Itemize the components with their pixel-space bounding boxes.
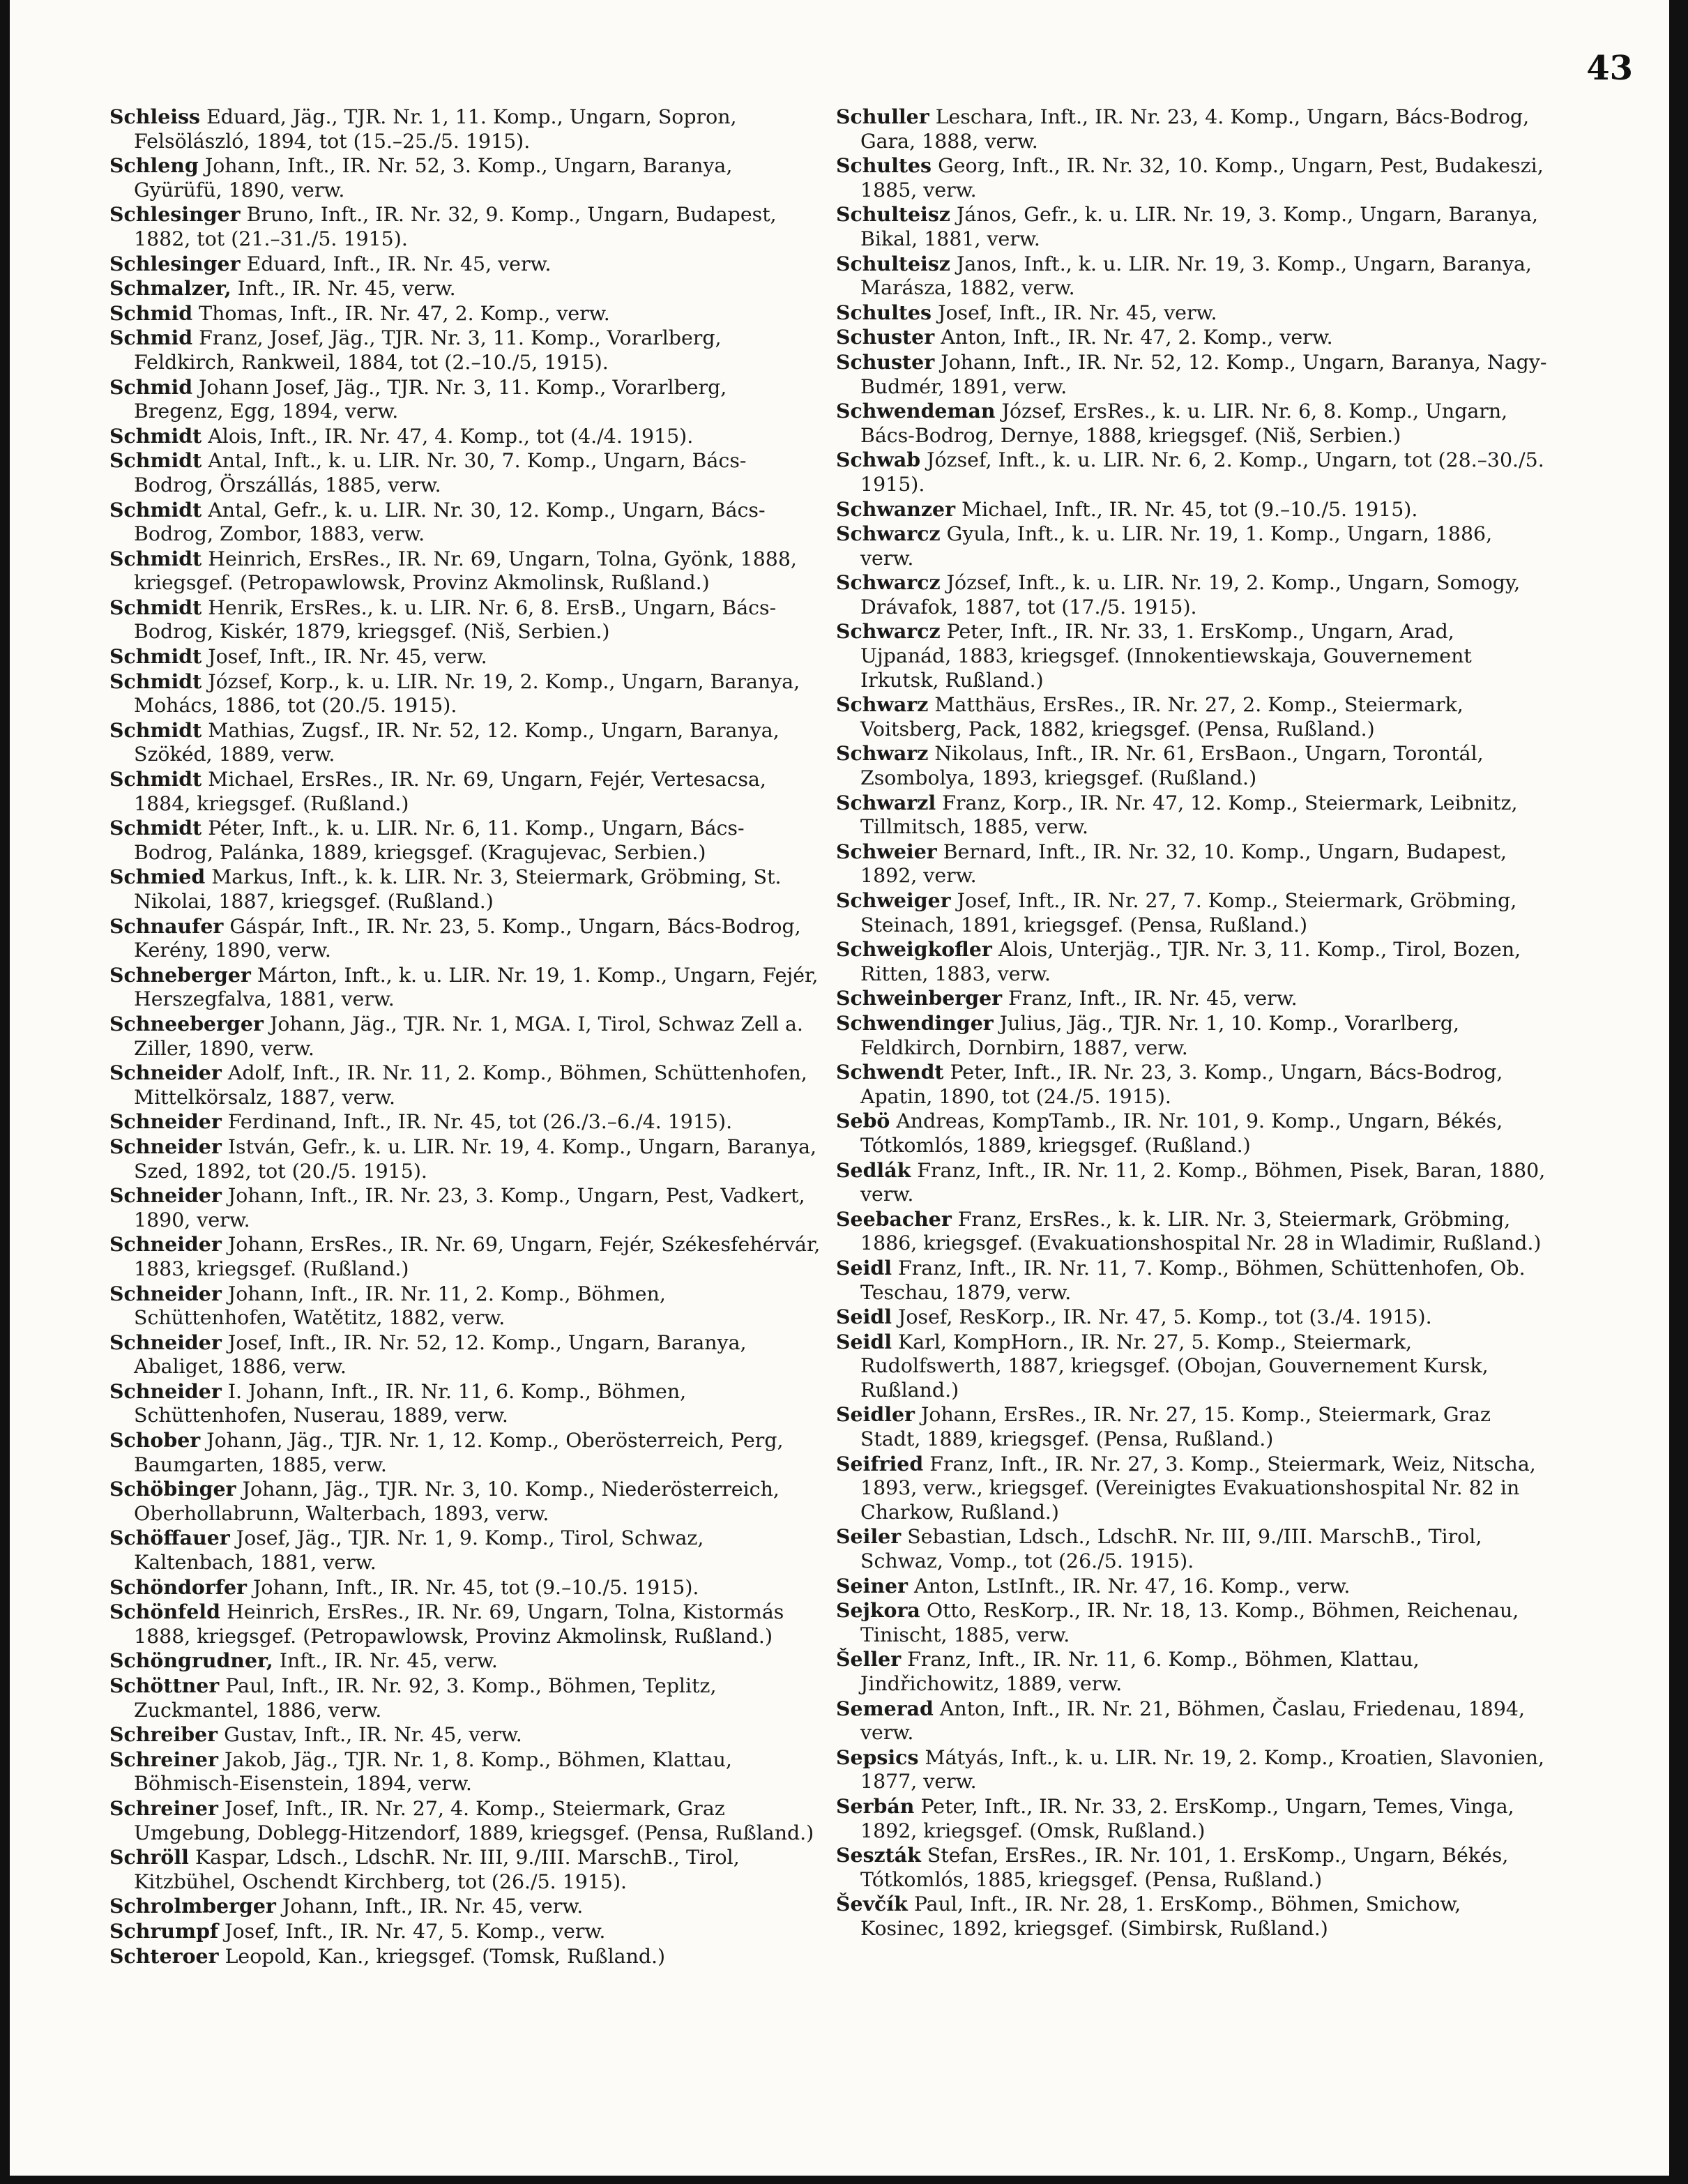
entry-surname: Schmidt: [109, 669, 202, 693]
entry-details: Franz, Inft., IR. Nr. 45, verw.: [1008, 987, 1298, 1010]
entry-surname: Schmidt: [109, 448, 202, 473]
entry-details: Johann, ErsRes., IR. Nr. 27, 15. Komp., Steiermark, Graz Stadt, 1889, kriegsgef. (Pensa, Rußland.): [860, 1403, 1491, 1451]
entry-surname: Schweigkofler: [836, 937, 992, 962]
entry-details: Anton, Inft., IR. Nr. 21, Böhmen, Časlau, Friedenau, 1894, verw.: [860, 1697, 1525, 1745]
entry-details: Thomas, Inft., IR. Nr. 47, 2. Komp., verw.: [199, 301, 610, 325]
entry-details: János, Gefr., k. u. LIR. Nr. 19, 3. Komp., Ungarn, Baranya, Bikal, 1881, verw.: [860, 203, 1538, 250]
register-entry: [109, 301, 821, 326]
entry-surname: Schober: [109, 1428, 201, 1453]
entry-surname: Sedlák: [836, 1158, 911, 1182]
register-entry: [109, 1232, 821, 1281]
entry-surname: Seebacher: [836, 1206, 952, 1231]
entry-surname: Schmidt: [109, 816, 202, 840]
entry-details: Johann, Inft., IR. Nr. 11, 2. Komp., Böhmen, Schüttenhofen, Watětitz, 1882, verw.: [134, 1282, 666, 1330]
entry-details: Johann, Inft., IR. Nr. 23, 3. Komp., Ungarn, Pest, Vadkert, 1890, verw.: [134, 1184, 805, 1231]
register-entry: [109, 1944, 821, 1969]
entry-details: Johann, Inft., IR. Nr. 52, 3. Komp., Ungarn, Baranya, Gyürüfü, 1890, verw.: [134, 154, 733, 202]
register-entry: [109, 1648, 821, 1674]
entry-surname: Schweier: [836, 839, 937, 863]
entry-surname: Seifried: [836, 1451, 924, 1476]
entry-surname: Seidler: [836, 1402, 915, 1427]
register-entry: [109, 1674, 821, 1722]
entry-details: Peter, Inft., IR. Nr. 33, 1. ErsKomp., Ungarn, Arad, Ujpanád, 1883, kriegsgef. (Innokentiewskaja, Gouvernement Irkutsk, Rußland.): [860, 620, 1472, 692]
entry-details: Johann, Inft., IR. Nr. 52, 12. Komp., Ungarn, Baranya, Nagy-Budmér, 1891, verw.: [860, 350, 1547, 398]
entry-surname: Schlesinger: [109, 251, 241, 275]
register-entry: [836, 1207, 1547, 1256]
entry-details: Paul, Inft., IR. Nr. 28, 1. ErsKomp., Böhmen, Smichow, Kosinec, 1892, kriegsgef. (Simbirsk, Rußland.): [860, 1893, 1461, 1940]
entry-details: Franz, Inft., IR. Nr. 11, 2. Komp., Böhmen, Pisek, Baran, 1880, verw.: [860, 1158, 1546, 1206]
entry-details: Johann, Jäg., TJR. Nr. 1, 12. Komp., Oberösterreich, Perg, Baumgarten, 1885, verw.: [134, 1429, 784, 1476]
entry-surname: Sejkora: [836, 1598, 920, 1623]
register-entry: [109, 1012, 821, 1061]
register-entry: [109, 1183, 821, 1232]
register-entry: [836, 1158, 1547, 1207]
register-entry: [109, 1109, 821, 1135]
entry-details: Otto, ResKorp., IR. Nr. 18, 13. Komp., Böhmen, Reichenau, Tinischt, 1885, verw.: [860, 1599, 1519, 1646]
register-entry: [836, 1892, 1547, 1941]
entry-details: Josef, Jäg., TJR. Nr. 1, 9. Komp., Tirol, Schwaz, Kaltenbach, 1881, verw.: [134, 1526, 704, 1575]
entry-surname: Schreiber: [109, 1722, 218, 1747]
register-entry: [109, 375, 821, 424]
entry-surname: Schultes: [836, 300, 932, 324]
register-entry: [836, 399, 1547, 448]
entry-details: Georg, Inft., IR. Nr. 32, 10. Komp., Ungarn, Pest, Budakeszi, 1885, verw.: [860, 154, 1544, 202]
entry-surname: Schwendinger: [836, 1010, 994, 1035]
register-entry: [109, 424, 821, 449]
entry-surname: Schmidt: [109, 497, 202, 522]
entry-details: József, Inft., k. u. LIR. Nr. 19, 2. Komp., Ungarn, Somogy, Drávafok, 1887, tot (17./5. 1915).: [860, 571, 1521, 619]
register-entry: [836, 937, 1547, 986]
entry-surname: Ševčík: [836, 1892, 908, 1916]
register-entry: [109, 1428, 821, 1477]
entry-details: Janos, Inft., k. u. LIR. Nr. 19, 3. Komp., Ungarn, Baranya, Marásza, 1882, verw.: [860, 252, 1532, 300]
register-entry: [109, 498, 821, 547]
entry-details: Ferdinand, Inft., IR. Nr. 45, tot (26./3.–6./4. 1915).: [227, 1110, 733, 1134]
entry-details: Anton, LstInft., IR. Nr. 47, 16. Komp., verw.: [914, 1574, 1351, 1598]
entry-details: József, ErsRes., k. u. LIR. Nr. 6, 8. Komp., Ungarn, Bács-Bodrog, Dernye, 1888, kriegsgef. (Niš, Serbien.): [860, 400, 1508, 447]
entry-surname: Schneider: [109, 1109, 222, 1134]
entry-details: Matthäus, ErsRes., IR. Nr. 27, 2. Komp., Steiermark, Voitsberg, Pack, 1882, kriegsgef. (Pensa, Rußland.): [860, 693, 1463, 741]
entry-surname: Schmidt: [109, 423, 202, 448]
entry-surname: Schleng: [109, 153, 199, 178]
entry-surname: Schwendt: [836, 1060, 944, 1084]
entry-details: Henrik, ErsRes., k. u. LIR. Nr. 6, 8. ErsB., Ungarn, Bács-Bodrog, Kiskér, 1879, kriegsgef. (Niš, Serbien.): [134, 596, 777, 644]
entry-details: Eduard, Inft., IR. Nr. 45, verw.: [246, 252, 552, 275]
entry-details: Inft., IR. Nr. 45, verw.: [237, 277, 456, 301]
entry-details: Bruno, Inft., IR. Nr. 32, 9. Komp., Ungarn, Budapest, 1882, tot (21.–31./5. 1915).: [134, 203, 777, 250]
register-entry: [836, 1452, 1547, 1525]
entry-details: Josef, Inft., IR. Nr. 45, verw.: [938, 301, 1217, 324]
entry-details: Stefan, ErsRes., IR. Nr. 101, 1. ErsKomp., Ungarn, Békés, Tótkomlós, 1885, kriegsgef. (Pensa, Rußland.): [860, 1844, 1509, 1891]
entry-details: Alois, Unterjäg., TJR. Nr. 3, 11. Komp., Tirol, Bozen, Ritten, 1883, verw.: [860, 938, 1521, 985]
entry-details: Johann, Inft., IR. Nr. 45, tot (9.–10./5. 1915).: [253, 1575, 699, 1599]
register-entry: [836, 153, 1547, 202]
entry-details: Péter, Inft., k. u. LIR. Nr. 6, 11. Komp., Ungarn, Bács-Bodrog, Palánka, 1889, kriegsgef. (Kragujevac, Serbien.): [134, 817, 745, 864]
register-entry: [836, 1598, 1547, 1647]
entry-details: István, Gefr., k. u. LIR. Nr. 19, 4. Komp., Ungarn, Baranya, Szed, 1892, tot (20./5. 1915).: [134, 1135, 817, 1183]
register-entry: [109, 276, 821, 301]
entry-details: Markus, Inft., k. k. LIR. Nr. 3, Steiermark, Gröbming, St. Nikolai, 1887, kriegsgef. (Rußland.): [134, 865, 782, 913]
entry-surname: Schmid: [109, 374, 193, 399]
entry-details: Peter, Inft., IR. Nr. 23, 3. Komp., Ungarn, Bács-Bodrog, Apatin, 1890, tot (24./5. 1915).: [860, 1061, 1503, 1108]
register-entry: [109, 1379, 821, 1428]
entry-details: Leschara, Inft., IR. Nr. 23, 4. Komp., Ungarn, Bács-Bodrog, Gara, 1888, verw.: [860, 105, 1530, 153]
entry-surname: Schneider: [109, 1281, 222, 1305]
entry-details: Márton, Inft., k. u. LIR. Nr. 19, 1. Komp., Ungarn, Fejér, Herszegfalva, 1881, verw.: [134, 963, 819, 1011]
entry-surname: Schlesinger: [109, 202, 241, 227]
register-entry: [109, 1747, 821, 1796]
entry-surname: Schwarz: [836, 741, 929, 766]
register-entry: [836, 570, 1547, 619]
register-entry: [836, 1794, 1547, 1843]
entry-details: Franz, Inft., IR. Nr. 11, 6. Komp., Böhmen, Klattau, Jindřichowitz, 1889, verw.: [860, 1648, 1420, 1695]
register-entry: [109, 596, 821, 644]
page-number: 43: [1586, 49, 1633, 88]
entry-details: Josef, Inft., IR. Nr. 47, 5. Komp., verw.: [225, 1919, 606, 1943]
register-entry: [109, 252, 821, 277]
register-entry: [109, 1135, 821, 1183]
register-entry: [836, 497, 1547, 522]
entry-surname: Schwarzl: [836, 790, 936, 814]
entry-surname: Schteroer: [109, 1943, 219, 1968]
register-entry: [109, 448, 821, 497]
entry-surname: Schneider: [109, 1183, 222, 1208]
register-entry: [836, 325, 1547, 350]
register-entry: [836, 1745, 1547, 1794]
register-entry: [836, 1843, 1547, 1892]
entry-surname: Schneider: [109, 1134, 222, 1158]
entry-details: Franz, Inft., IR. Nr. 11, 7. Komp., Böhmen, Schüttenhofen, Ob. Teschau, 1879, verw.: [860, 1256, 1526, 1304]
entry-surname: Schöffauer: [109, 1526, 230, 1550]
register-entry: [109, 669, 821, 718]
entry-surname: Schmid: [109, 326, 193, 350]
register-entry: [109, 1722, 821, 1747]
register-entry: [836, 692, 1547, 741]
entry-details: Sebastian, Ldsch., LdschR. Nr. III, 9./III. MarschB., Tirol, Schwaz, Vomp., tot (26./5. 1915).: [860, 1525, 1482, 1573]
entry-surname: Schreiner: [109, 1796, 218, 1820]
register-entry: [109, 816, 821, 865]
entry-surname: Schneider: [109, 1061, 222, 1085]
entry-details: Johann, Jäg., TJR. Nr. 1, MGA. I, Tirol, Schwaz Zell a. Ziller, 1890, verw.: [134, 1012, 803, 1060]
register-entry: [836, 840, 1547, 888]
entry-details: Gáspár, Inft., IR. Nr. 23, 5. Komp., Ungarn, Bács-Bodrog, Kerény, 1890, verw.: [134, 914, 801, 962]
entry-details: Nikolaus, Inft., IR. Nr. 61, ErsBaon., Ungarn, Torontál, Zsombolya, 1893, kriegsgef. (Rußland.): [860, 742, 1484, 790]
entry-details: Antal, Gefr., k. u. LIR. Nr. 30, 12. Komp., Ungarn, Bács-Bodrog, Zombor, 1883, verw.: [134, 498, 766, 546]
register-entry: [109, 326, 821, 374]
entry-details: Michael, ErsRes., IR. Nr. 69, Ungarn, Fejér, Vertesacsa, 1884, kriegsgef. (Rußland.): [134, 768, 766, 815]
entry-surname: Schmidt: [109, 767, 202, 791]
entry-surname: Seidl: [836, 1329, 892, 1353]
entry-details: Adolf, Inft., IR. Nr. 11, 2. Komp., Böhmen, Schüttenhofen, Mittelkörsalz, 1887, verw.: [134, 1061, 807, 1109]
entry-details: Josef, Inft., IR. Nr. 45, verw.: [208, 645, 487, 669]
register-entry: [836, 522, 1547, 570]
entry-surname: Semerad: [836, 1696, 934, 1720]
register-entry: [836, 1647, 1547, 1696]
register-entry: [836, 105, 1547, 153]
entry-surname: Schweiger: [836, 888, 951, 912]
register-entry: [109, 105, 821, 153]
entry-details: Kaspar, Ldsch., LdschR. Nr. III, 9./III. MarschB., Tirol, Kitzbühel, Oschendt Kirchberg, tot (26./5. 1915).: [134, 1846, 740, 1893]
entry-surname: Schmidt: [109, 595, 202, 619]
register-entry: [109, 1919, 821, 1944]
entry-surname: Schneider: [109, 1379, 222, 1403]
register-entry: [109, 1477, 821, 1526]
register-entry: [109, 1575, 821, 1600]
register-entry: [109, 1894, 821, 1919]
entry-details: Josef, Inft., IR. Nr. 27, 7. Komp., Steiermark, Gröbming, Steinach, 1891, kriegsgef. (Pensa, Rußland.): [860, 889, 1517, 936]
entry-details: Gustav, Inft., IR. Nr. 45, verw.: [224, 1723, 522, 1747]
entry-details: Johann, ErsRes., IR. Nr. 69, Ungarn, Fejér, Székesfehérvár, 1883, kriegsgef. (Rußland.): [134, 1233, 821, 1280]
entry-surname: Schnaufer: [109, 913, 224, 938]
entry-surname: Šeller: [836, 1647, 902, 1671]
entry-surname: Schneider: [109, 1330, 222, 1354]
entry-details: Jakob, Jäg., TJR. Nr. 1, 8. Komp., Böhmen, Klattau, Böhmisch-Eisenstein, 1894, verw.: [134, 1747, 732, 1796]
entry-surname: Schwarcz: [836, 522, 941, 546]
entry-surname: Schrolmberger: [109, 1894, 276, 1918]
entry-details: Johann, Inft., IR. Nr. 45, verw.: [282, 1895, 584, 1918]
entry-details: Mátyás, Inft., k. u. LIR. Nr. 19, 2. Komp., Kroatien, Slavonien, 1877, verw.: [860, 1745, 1544, 1794]
entry-details: Antal, Inft., k. u. LIR. Nr. 30, 7. Komp., Ungarn, Bács-Bodrog, Örszállás, 1885, verw.: [134, 449, 747, 496]
register-entry: [836, 1011, 1547, 1060]
register-entry: [836, 202, 1547, 251]
register-entry: [836, 1305, 1547, 1330]
entry-surname: Schneeberger: [109, 1011, 264, 1036]
register-entry: [836, 1697, 1547, 1745]
register-entry: [836, 791, 1547, 840]
entry-surname: Schweinberger: [836, 986, 1003, 1010]
register-entry: [836, 301, 1547, 326]
entry-details: I. Johann, Inft., IR. Nr. 11, 6. Komp., Böhmen, Schüttenhofen, Nuserau, 1889, verw.: [134, 1379, 687, 1427]
entry-surname: Schönfeld: [109, 1600, 220, 1624]
entry-details: József, Inft., k. u. LIR. Nr. 6, 2. Komp., Ungarn, tot (28.–30./5. 1915).: [860, 448, 1544, 496]
register-entry: [109, 1526, 821, 1575]
entry-surname: Seiner: [836, 1573, 908, 1598]
entry-surname: Seszták: [836, 1843, 921, 1867]
entry-surname: Schreiner: [109, 1747, 218, 1771]
entry-surname: Schmidt: [109, 546, 202, 570]
entry-surname: Serbán: [836, 1794, 915, 1818]
register-entry: [836, 1402, 1547, 1451]
register-entry: [109, 202, 821, 251]
entry-surname: Seidl: [836, 1255, 892, 1280]
register-entry: [836, 448, 1547, 496]
left-column: [109, 105, 821, 1969]
entry-details: Franz, Josef, Jäg., TJR. Nr. 3, 11. Komp., Vorarlberg, Feldkirch, Rankweil, 1884, tot (2.–10./5, 1915).: [134, 326, 722, 374]
entry-surname: Seidl: [836, 1305, 892, 1329]
register-entry: [836, 1524, 1547, 1573]
register-entry: [836, 1256, 1547, 1305]
entry-surname: Schuller: [836, 105, 929, 128]
register-entry: [109, 1796, 821, 1845]
entry-surname: Schöttner: [109, 1674, 220, 1697]
register-entry: [109, 1600, 821, 1648]
entry-details: Anton, Inft., IR. Nr. 47, 2. Komp., verw.: [941, 326, 1333, 349]
register-entry: [109, 963, 821, 1012]
entry-details: Andreas, KompTamb., IR. Nr. 101, 9. Komp., Ungarn, Békés, Tótkomlós, 1889, kriegsgef. (Rußland.): [860, 1109, 1503, 1157]
entry-surname: Schmid: [109, 301, 193, 325]
entry-surname: Schmidt: [109, 644, 202, 669]
register-entry: [836, 619, 1547, 692]
entry-surname: Sebö: [836, 1109, 890, 1133]
register-entry: [836, 986, 1547, 1011]
entry-details: Josef, Inft., IR. Nr. 52, 12. Komp., Ungarn, Baranya, Abaliget, 1886, verw.: [134, 1330, 747, 1379]
entry-details: Inft., IR. Nr. 45, verw.: [279, 1649, 498, 1673]
entry-details: József, Korp., k. u. LIR. Nr. 19, 2. Komp., Ungarn, Baranya, Mohács, 1886, tot (20./5. 1915).: [134, 669, 800, 718]
entry-details: Gyula, Inft., k. u. LIR. Nr. 19, 1. Komp., Ungarn, 1886, verw.: [860, 522, 1493, 570]
entry-details: Mathias, Zugsf., IR. Nr. 52, 12. Komp., Ungarn, Baranya, Szökéd, 1889, verw.: [134, 718, 780, 766]
register-entry: [836, 741, 1547, 790]
register-entry: [836, 1109, 1547, 1158]
register-entry: [836, 1060, 1547, 1109]
entry-surname: Schöngrudner,: [109, 1648, 273, 1673]
entry-surname: Schöbinger: [109, 1477, 236, 1501]
entry-surname: Schrumpf: [109, 1918, 219, 1943]
entry-surname: Schneider: [109, 1232, 222, 1257]
entry-details: Franz, Inft., IR. Nr. 27, 3. Komp., Steiermark, Weiz, Nitscha, 1893, verw., kriegsgef. (Vereinigtes Evakuationshospital Nr. 82 in Charkow, Rußland.): [860, 1452, 1536, 1524]
register-entry: [109, 547, 821, 596]
entry-details: Johann, Jäg., TJR. Nr. 3, 10. Komp., Niederösterreich, Oberhollabrunn, Walterbach, 1893, verw.: [134, 1478, 780, 1525]
entry-surname: Schmalzer,: [109, 276, 231, 301]
entry-details: Johann Josef, Jäg., TJR. Nr. 3, 11. Komp., Vorarlberg, Bregenz, Egg, 1894, verw.: [134, 375, 727, 423]
entry-surname: Schwarz: [836, 692, 929, 717]
entry-surname: Schulteisz: [836, 251, 950, 275]
entry-details: Paul, Inft., IR. Nr. 92, 3. Komp., Böhmen, Teplitz, Zuckmantel, 1886, verw.: [134, 1674, 717, 1722]
register-entry: [109, 1330, 821, 1379]
register-entry: [109, 1282, 821, 1330]
register-entry: [109, 767, 821, 816]
register-entry: [836, 1330, 1547, 1403]
entry-surname: Schulteisz: [836, 202, 950, 227]
entry-surname: Seiler: [836, 1524, 902, 1549]
entry-surname: Schuster: [836, 349, 935, 374]
right-column: [836, 105, 1547, 1941]
entry-surname: Sepsics: [836, 1745, 919, 1769]
register-entry: [109, 865, 821, 913]
entry-details: Franz, ErsRes., k. k. LIR. Nr. 3, Steiermark, Gröbming, 1886, kriegsgef. (Evakuationshospital Nr. 28 in Wladimir, Rußland.): [860, 1207, 1542, 1255]
entry-details: Alois, Inft., IR. Nr. 47, 4. Komp., tot (4./4. 1915).: [208, 424, 694, 448]
entry-details: Peter, Inft., IR. Nr. 33, 2. ErsKomp., Ungarn, Temes, Vinga, 1892, kriegsgef. (Omsk, Rußland.): [860, 1794, 1514, 1842]
entry-surname: Schwanzer: [836, 496, 956, 521]
register-entry: [109, 644, 821, 669]
entry-surname: Schröll: [109, 1845, 189, 1870]
book-page: [10, 0, 1669, 2176]
entry-details: Heinrich, ErsRes., IR. Nr. 69, Ungarn, Tolna, Gyönk, 1888, kriegsgef. (Petropawlowsk, Provinz Akmolinsk, Rußland.): [134, 547, 797, 595]
entry-surname: Schwab: [836, 448, 921, 472]
entry-details: Karl, KompHorn., IR. Nr. 27, 5. Komp., Steiermark, Rudolfswerth, 1887, kriegsgef. (Obojan, Gouvernement Kursk, Rußland.): [860, 1330, 1489, 1402]
entry-surname: Schmied: [109, 865, 206, 889]
register-entry: [109, 1061, 821, 1109]
register-entry: [109, 153, 821, 202]
entry-details: Julius, Jäg., TJR. Nr. 1, 10. Komp., Vorarlberg, Feldkirch, Dornbirn, 1887, verw.: [860, 1011, 1460, 1059]
entry-details: Josef, ResKorp., IR. Nr. 47, 5. Komp., tot (3./4. 1915).: [898, 1305, 1432, 1329]
entry-surname: Schwarcz: [836, 619, 941, 644]
entry-details: Josef, Inft., IR. Nr. 27, 4. Komp., Steiermark, Graz Umgebung, Doblegg-Hitzendorf, 1889, kriegsgef. (Pensa, Rußland.): [134, 1796, 814, 1844]
register-entry: [109, 718, 821, 767]
register-entry: [109, 1845, 821, 1894]
entry-surname: Schöndorfer: [109, 1575, 247, 1599]
entry-details: Heinrich, ErsRes., IR. Nr. 69, Ungarn, Tolna, Kistormás 1888, kriegsgef. (Petropawlowsk, Provinz Akmolinsk, Rußland.): [134, 1600, 784, 1648]
entry-details: Franz, Korp., IR. Nr. 47, 12. Komp., Steiermark, Leibnitz, Tillmitsch, 1885, verw.: [860, 791, 1518, 839]
register-entry: [836, 888, 1547, 937]
register-entry: [109, 914, 821, 963]
register-entry: [836, 252, 1547, 301]
entry-surname: Schleiss: [109, 105, 201, 128]
entry-surname: Schmidt: [109, 718, 202, 742]
entry-details: Eduard, Jäg., TJR. Nr. 1, 11. Komp., Ungarn, Sopron, Felsölászló, 1894, tot (15.–25./5. 1915).: [134, 105, 737, 153]
register-entry: [836, 350, 1547, 399]
entry-surname: Schuster: [836, 325, 935, 349]
entry-details: Michael, Inft., IR. Nr. 45, tot (9.–10./5. 1915).: [961, 497, 1418, 521]
entry-surname: Schultes: [836, 153, 932, 178]
entry-surname: Schwarcz: [836, 570, 941, 595]
entry-surname: Schwendeman: [836, 399, 996, 423]
entry-surname: Schneberger: [109, 962, 251, 987]
register-entry: [836, 1574, 1547, 1599]
entry-details: Leopold, Kan., kriegsgef. (Tomsk, Rußland.): [225, 1944, 666, 1968]
entry-details: Bernard, Inft., IR. Nr. 32, 10. Komp., Ungarn, Budapest, 1892, verw.: [860, 840, 1507, 888]
